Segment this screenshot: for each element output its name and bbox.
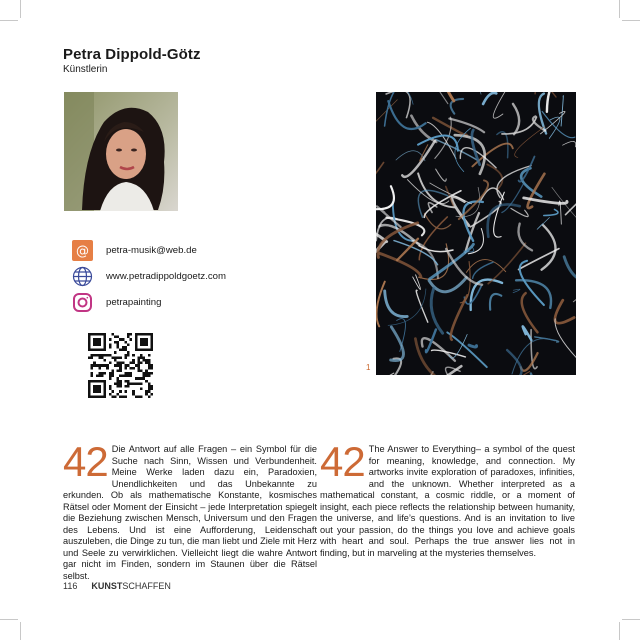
contact-instagram-text[interactable]: petrapainting bbox=[106, 297, 162, 308]
german-drop-number: 42 bbox=[63, 438, 108, 485]
email-icon bbox=[72, 240, 93, 261]
page-number: 116 bbox=[63, 581, 78, 591]
brand-bold: KUNST bbox=[91, 581, 123, 591]
crop-mark bbox=[20, 622, 21, 640]
english-text-column bbox=[320, 438, 575, 559]
crop-mark bbox=[20, 0, 21, 18]
crop-mark bbox=[619, 0, 620, 18]
figure-number: 1 bbox=[366, 363, 371, 372]
english-drop-number: 42 bbox=[320, 438, 365, 485]
english-body-text: The Answer to Everything– a symbol of the quest for meaning, knowledge, and connection. My artworks invite exploration of paradoxes, infinities, and the unknown. Whether interpreted as a mathematical constant, a cosmic riddle, or a moment of insight, each piece reflects the relationship between humanity, the universe, and life’s questions. And is an invitation to live out your passion, do the things you love and achieve goals with heart and soul. Perhaps the true answer lies not in finding, but in marveling at the mysteries themselves. bbox=[320, 444, 575, 558]
artist-portrait bbox=[64, 92, 178, 211]
crop-mark bbox=[0, 20, 18, 21]
german-text-column bbox=[63, 438, 317, 582]
contact-email[interactable] bbox=[72, 240, 197, 261]
crop-mark bbox=[622, 20, 640, 21]
contact-email-text[interactable]: petra-musik@web.de bbox=[106, 245, 197, 256]
artist-name: Petra Dippold-Götz bbox=[63, 46, 201, 63]
crop-mark bbox=[619, 622, 620, 640]
contact-instagram[interactable] bbox=[72, 292, 161, 313]
crop-mark bbox=[0, 619, 18, 620]
artwork-image bbox=[376, 92, 576, 375]
svg-text:@: @ bbox=[76, 244, 89, 259]
instagram-icon bbox=[72, 292, 93, 313]
artist-role: Künstlerin bbox=[63, 64, 108, 75]
page-footer bbox=[63, 581, 171, 591]
crop-mark bbox=[622, 619, 640, 620]
globe-icon bbox=[72, 266, 93, 287]
brand-light: SCHAFFEN bbox=[122, 581, 171, 591]
contact-website-text[interactable]: www.petradippoldgoetz.com bbox=[106, 271, 226, 282]
german-body-text: Die Antwort auf alle Fragen – ein Symbol für die Suche nach Sinn, Wissen und Verbundenheit. Meine Werke laden dazu ein, Paradoxien, Unendlichkeiten und das Unbekannte zu erkunden. Ob als mathematische Konstante, kosmisches Rätsel oder Moment der Einsicht – jede Interpretation spiegelt die Beziehung zwischen Mensch, Universum und den Fragen des Lebens. Und ist eine Aufforderung, Leidenschaft auszuleben, die Dinge zu tun, die man liebt und Ziele mit Herz und Seele zu verwirklichen. Vielleicht liegt die wahre Antwort gar nicht im Finden, sondern im Staunen über die Rätsel selbst. bbox=[63, 444, 317, 581]
qr-code[interactable] bbox=[88, 333, 153, 398]
contact-website[interactable] bbox=[72, 266, 226, 287]
